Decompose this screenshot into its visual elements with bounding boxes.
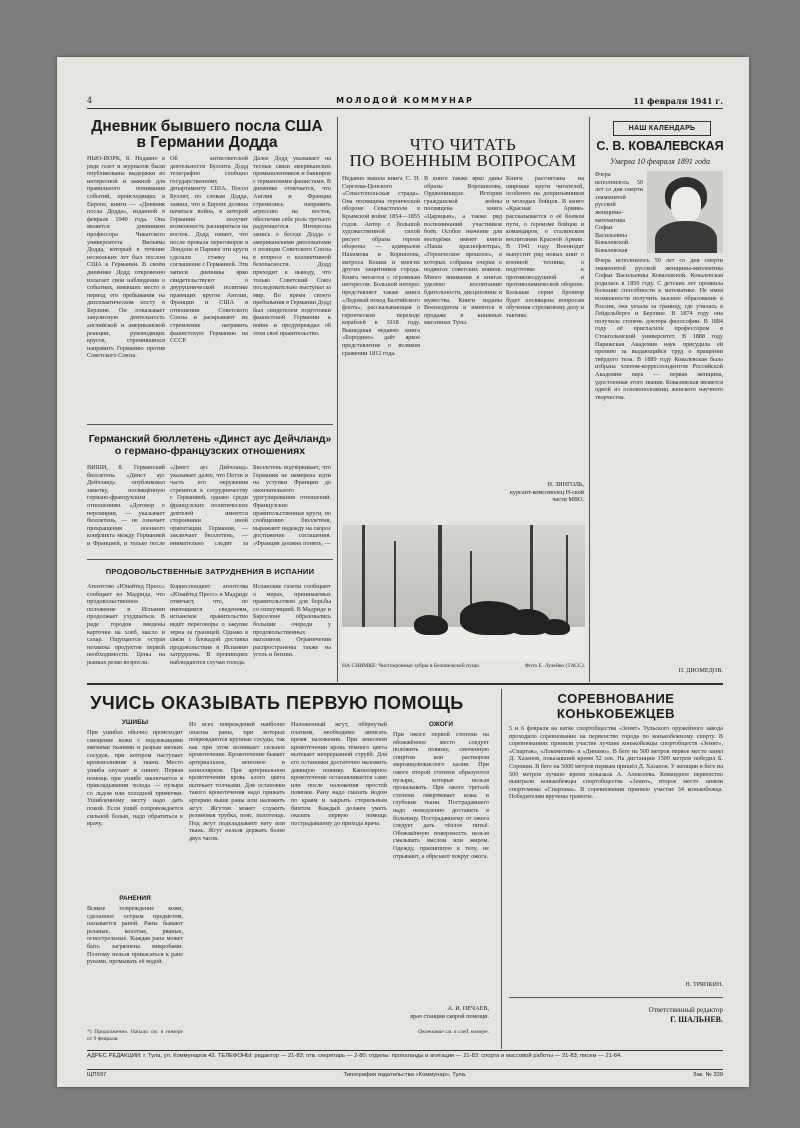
page-number: 4 [87, 96, 93, 105]
bison-photo [342, 525, 585, 661]
issue-date: 11 февраля 1941 г. [633, 96, 723, 106]
calendar-box-title: НАШ КАЛЕНДАРЬ [628, 125, 696, 132]
military-reading-title [341, 137, 585, 169]
bulletin-col2: «Динст аус Дейчланд» указывает далее, что Петэн и часть его окружения стремятся к сотрудничеству с Германией, однако среди французских политических деятелей имеются сторонники иной ориентации. Германия, — заключает бюллетень, — внимательно следит за [170, 464, 248, 547]
dodd-col1: НЬЮ-ЙОРК, 8. Недавно в ряде газет и журналов были опубликованы выдержки из интересной и важной для правильного понимания событий, происходящих в Европе, книги — «Дневник посла Додда», изданной в феврале 1940 года. Она является дневником профессора Чикагского университета Вильяма Додда, который в течение нескольких лет был послом США в Германии. В своём дневнике Додд откровенно излагает свои наблюдения о событиях, имевших место в период его пребывания на дипломатическом посту в Берлине. Он показывает закулисную деятельность английской и американской реакции, руководящих кругов, стремившихся направить Германию против Советского Союза. [87, 155, 165, 360]
first-aid-sign-name: А. И. ПЕЧАЕВ, [447, 1005, 489, 1012]
dodd-title-line2: в Германии Додда [136, 134, 278, 151]
calendar-text-intro: Вчера исполнилось 50 лет со дня смерти знаменитой русской женщины-математика Софьи Васильевны Ковалевской. Ковалевская [595, 171, 643, 254]
divider [87, 424, 333, 425]
calendar-signature: П. ДИОМЕДОВ. [678, 667, 723, 674]
military-title-line2: ПО ВОЕННЫМ ВОПРОСАМ [349, 151, 577, 170]
bulletin-col3: Бюллетень подчёркивает, что Германия не намерена идти на уступки Франции до окончательного урегулирования отношений. Французские правительственные круги, по сообщению бюллетеня, выражают надежду на скорое достижение соглашения. «Франция должна понять, — [253, 464, 331, 547]
editorial-address: АДРЕС РЕДАКЦИИ: г. Тула, ул. Коммунаров 42. ТЕЛЕФОНЫ: редактор — 21-83; отв. секретарь — 2-80; отделы: пропаганды и агитации — 21-83; спорта и массовой работы — 21-83; писем — 21-84. [87, 1053, 622, 1059]
calendar-person-name: С. В. КОВАЛЕВСКАЯ [596, 139, 724, 153]
burns-subtitle: ОЖОГИ [428, 721, 454, 728]
photo-caption-text: НА СНИМКЕ: Чистокровные зубры в Беловежской пуще. [342, 663, 481, 669]
first-aid-sign-role: врач станции скорой помощи. [410, 1012, 489, 1020]
dodd-col3: Далее Додд указывает на тесные связи американских промышленников и банкиров с германскими фашистами. В дневнике отмечается, что Англия и Франция стремились направить агрессию на восток, обеспечив себе роль третьего радующегося. Интересна запись о беседе Додда с американскими дипломатами о позиции Советского Союза в вопросе о коллективной безопасности. Додд приходит к выводу, что только Советский Союз последовательно выступал за мир. Во время своего пребывания в Германии Додд был свидетелем подготовки фашистской Германии к войне и предупреждал об этом своё правительство. [253, 155, 331, 337]
editor-block [509, 1005, 723, 1025]
portrait-dress [655, 221, 717, 253]
first-aid-col3: Наложенный жгут, обёрнутый платком, необходимо записать время наложения. При венозном кровотечении кровь тёмного цвета вытекает непрерывной струёй. Для его остановки достаточно наложить давящую повязку. Капиллярное кровотечение останавливается само или после наложения простой повязки. Рану надо смазать йодом по краям и закрыть стерильным бинтом. Каждый должен уметь оказать первую помощь пострадавшему до прихода врача. [291, 721, 387, 827]
divider [87, 559, 333, 560]
column-rule [589, 117, 590, 682]
page-header [87, 96, 723, 109]
bulletin-title [87, 433, 333, 457]
spain-col1: Агентство «Юнайтед Пресс» сообщает из Мадрида, что продовольственное положение в Испании продолжает ухудшаться. В ряде городов введены карточки на хлеб, масло и сахар. Ощущается острая нехватка продуктов первой необходимости. Цены на рынках резко возросли. [87, 583, 165, 666]
first-aid-col1b: Всякое повреждение кожи, сделанное острым предметом, называется раной. Раны бывают резаные, колотые, рваные, огнестрельные. Каждая рана может быть загрязнена микробами. Поэтому нельзя прикасаться к ране руками, промывать её водой. [87, 905, 183, 966]
printer-name: Типография издательства «Коммунар», Тула. [343, 1072, 467, 1078]
first-aid-col2: Из всех повреждений наиболее опасны раны, при которых повреждаются крупные сосуды, так как при этом возникает сильное кровотечение. Кровотечение бывает артериальное, венозное и капиллярное. При артериальном кровотечении кровь алого цвета вытекает толчками. Для остановки такого кровотечения надо прижать артерию выше раны или наложить жгут. Жгутом может служить резиновая трубка, пояс, полотенце. Под жгут подкладывают вату или ткань. Жгут нельзя держать более двух часов. [189, 721, 285, 842]
divider [509, 997, 723, 998]
skating-signature: Н. ТРЯПКИН. [685, 981, 723, 988]
first-aid-col1a: При ушибах обычно происходит смещение кожи с подлежащими мягкими тканями и разрыв мелких сосудов, при котором наступает кровоизлияние в ткани. Место ушиба опухает и синеет. Первая помощь при ушибе заключается в прикладывании холода — пузыря со льдом или холодной примочки. Ушибленному месту надо дать покой. Если ушиб сопровождается сильной болью, надо обратиться к врачу. [87, 729, 183, 828]
wounds-subtitle: РАНЕНИЯ [119, 895, 151, 902]
first-aid-continued: Окончание см. в след. номере. [418, 1029, 489, 1035]
first-aid-col4: При ожоге первой степени на обожжённое место следует положить повязку, смоченную спиртом или раствором марганцовокислого калия. При ожоге второй степени образуются пузыри, которые нельзя прокалывать. При ожоге третьей степени омертвевает кожа и глубокие ткани. Пострадавшего надо немедленно доставить в больницу. Пострадавшему от ожога следует дать тёплое питьё. Обожжённую поверхность нельзя смазывать маслом или жиром. Одежду, прилипшую к телу, не отрывают, а обрезают вокруг ожога. [393, 731, 489, 860]
dodd-article-title [87, 119, 327, 151]
print-info [87, 1072, 723, 1081]
skating-title-line1: СОРЕВНОВАНИЕ [557, 691, 675, 706]
first-aid-title: УЧИСЬ ОКАЗЫВАТЬ ПЕРВУЮ ПОМОЩЬ [90, 693, 464, 713]
editor-label: Ответственный редактор [648, 1006, 723, 1014]
calendar-box [613, 121, 711, 136]
footer-rule [87, 1069, 723, 1070]
kovalevskaya-portrait [647, 171, 723, 253]
spain-col3: Испанские газеты сообщают о мерах, принимаемых правительством для борьбы со спекуляцией. В Мадриде и Барселоне образовались большие очереди у продовольственных магазинов. Ограничения распространены также на уголь и бензин. [253, 583, 331, 659]
military-col3: Книги рассчитаны на широкие круги читателей, особенно на допризывников и молодых бойцов. В книге «Красная Армия» рассказывается о её боевом пути, о героизме бойцов и командиров, о сталинском воспитании Красной Армии. В 1941 году Воениздат выпустит ряд новых книг о военной технике, о подготовке к противовоздушной и противохимической обороне. Большая серия брошюр будет посвящена вопросам обучения стрелковому делу и тактике. [506, 175, 584, 319]
calendar-death-date: Умерла 10 февраля 1891 года [610, 157, 710, 166]
first-aid-footnote: *) Продолжение. Начало см. в номере от 9 февраля. [87, 1029, 183, 1042]
calendar-text: Вчера исполнилось 50 лет со дня смерти знаменитой русской женщины-математика Софьи Васильевны Ковалевской. Ковалевская родилась в 1850 году. С детских лет проявила большие способности к математике. Не имея возможности получить высшее образование в России, она уехала за границу, где училась в Гейдельберге и Берлине. В 1874 году она получила степень доктора философии. В 1884 году её пригласили профессором в Стокгольмский университет. В 1888 году Парижская Академия наук присудила ей премию за выдающийся труд о вращении твёрдого тела. В 1889 году Ковалевская была избрана членом-корреспондентом Российской Академии наук — первая женщина, удостоенная этого звания. Ковалевская является одной из основоположниц женского научного творчества. [595, 257, 723, 401]
military-col2: В книге также ярко даны образы Ворошилова, Орджоникидзе. Истории гражданской войны посвящена книга «Царицын», а также ряд воспоминаний участников боёв. Особое значение для молодёжи имеют книги «Наши краснофлотцы», «Героическое прошлое», в которых собраны очерки о подвигах советских воинов. Много внимания в книгах уделено воспитанию бдительности, дисциплины и мужества. Книги изданы Воениздатом и имеются в продаже в книжных магазинах Тулы. [424, 175, 502, 327]
bulletin-title-line2: о германо-французских отношениях [114, 445, 306, 457]
dodd-col2: Об антисоветской деятельности Буллита Додд телеграфно сообщил государственному департаменту США. Посол Буллит, по словам Додда, заявил, что в Европе должна начаться война, в которой Германия получит возможность расширяться на восток. Додд пишет, что после провала переговоров в Лондоне и Париже эти круги сделали ставку на соглашение с Германией. Эти записи дневника ярко свидетельствуют о двурушнической политике правящих кругов Англии, Франции и США в отношении Советского Союза и раскрывают их стремление натравить фашистскую Германию на СССР. [170, 155, 248, 345]
order-number: Зак. № 339 [693, 1072, 723, 1078]
photo-credit: Фото Е. Лузейко (ТАСС). [524, 663, 585, 669]
skating-title [509, 691, 723, 721]
print-code: ЩП597 [87, 1072, 107, 1078]
bulletin-col1: ВИШИ, 8. Германский бюллетень «Динст аус Дейчланд» опубликовал заметку, посвящённую германо-французским отношениям. «Договор о перемирии, — указывает бюллетень, — не означает прекращения военного конфликта между Германией и Францией, и только после [87, 464, 165, 547]
column-rule [501, 689, 502, 1049]
portrait-face [671, 187, 701, 223]
spain-title: ПРОДОВОЛЬСТВЕННЫЕ ЗАТРУДНЕНИЯ В ИСПАНИИ [105, 567, 315, 576]
military-sign-name: Н. ЗИНГОЛЬ, [547, 481, 584, 488]
masthead: МОЛОДОЙ КОММУНАР [336, 96, 474, 105]
bison-figure [414, 615, 448, 635]
military-title-line1: ЧТО ЧИТАТЬ [409, 135, 517, 154]
bruises-subtitle: УШИБЫ [121, 719, 149, 726]
dodd-title-line1: Дневник бывшего посла США [91, 118, 323, 135]
photo-caption [342, 663, 585, 670]
first-aid-signature [393, 1005, 489, 1020]
section-divider [87, 683, 723, 685]
editor-name: Г. ШАЛЬНЕВ. [670, 1015, 723, 1024]
bulletin-title-line1: Германский бюллетень «Динст аус Дейчланд» [88, 433, 332, 445]
skating-text: 5 и 6 февраля на катке спортобщества «Зенит» Тульского оружейного завода проходило соревнование на первенство города по конькобежному спорту. В соревнованиях приняли участие лучшие конькобежцы спортобществ «Зенит», «Спартак», «Локомотив» и «Динамо». В беге на 500 метров первое место занял Д. Хазанов, показавший время 52 сек. На дистанции 1500 метров победил Б. Сорокин. В беге на 5000 метров первым пришёл Д. Хазанов. У женщин в беге на 500 метров лучшее время показала А. Алексеева. Командное первенство выиграли конькобежцы спортобщества «Зенит», второе место заняли спортсмены «Спартака». В соревновании приняло участие 34 конькобежца. Победителям вручены грамоты. [509, 725, 723, 801]
skating-title-line2: КОНЬКОБЕЖЦЕВ [556, 706, 676, 721]
military-col1: Недавно вышла книга С. Н. Сергеева-Ценского «Севастопольская страда». Она посвящена героической обороне Севастополя в Крымской войне 1854—1855 годов. Автор с большой художественной силой рисует образы героев обороны — адмиралов Нахимова и Корнилова, матроса Кошки и многих других защитников города. Книга читается с огромным интересом. Большой интерес представляет также книга «Ледовый поход Балтийского флота», рассказывающая о героическом переходе кораблей в 1918 году. Вышедшая недавно книга «Бородино» даёт яркое представление о великом сражении 1812 года. [342, 175, 420, 357]
spain-col2: Корреспондент агентства «Юнайтед Пресс» в Мадриде отмечает, что, по имеющимся сведениям, испанское правительство ведёт переговоры о закупке зерна за границей. Однако в связи с блокадой доставка продовольствия в Испанию затруднена. В провинциях наблюдаются случаи голода. [170, 583, 248, 666]
footer-rule [87, 1050, 723, 1051]
column-rule [337, 117, 338, 682]
military-signature [506, 481, 584, 504]
newspaper-page [57, 57, 749, 1087]
bison-figure [542, 619, 570, 635]
military-sign-role: курсант-комсомолец Н-ской части МВО. [509, 488, 584, 504]
